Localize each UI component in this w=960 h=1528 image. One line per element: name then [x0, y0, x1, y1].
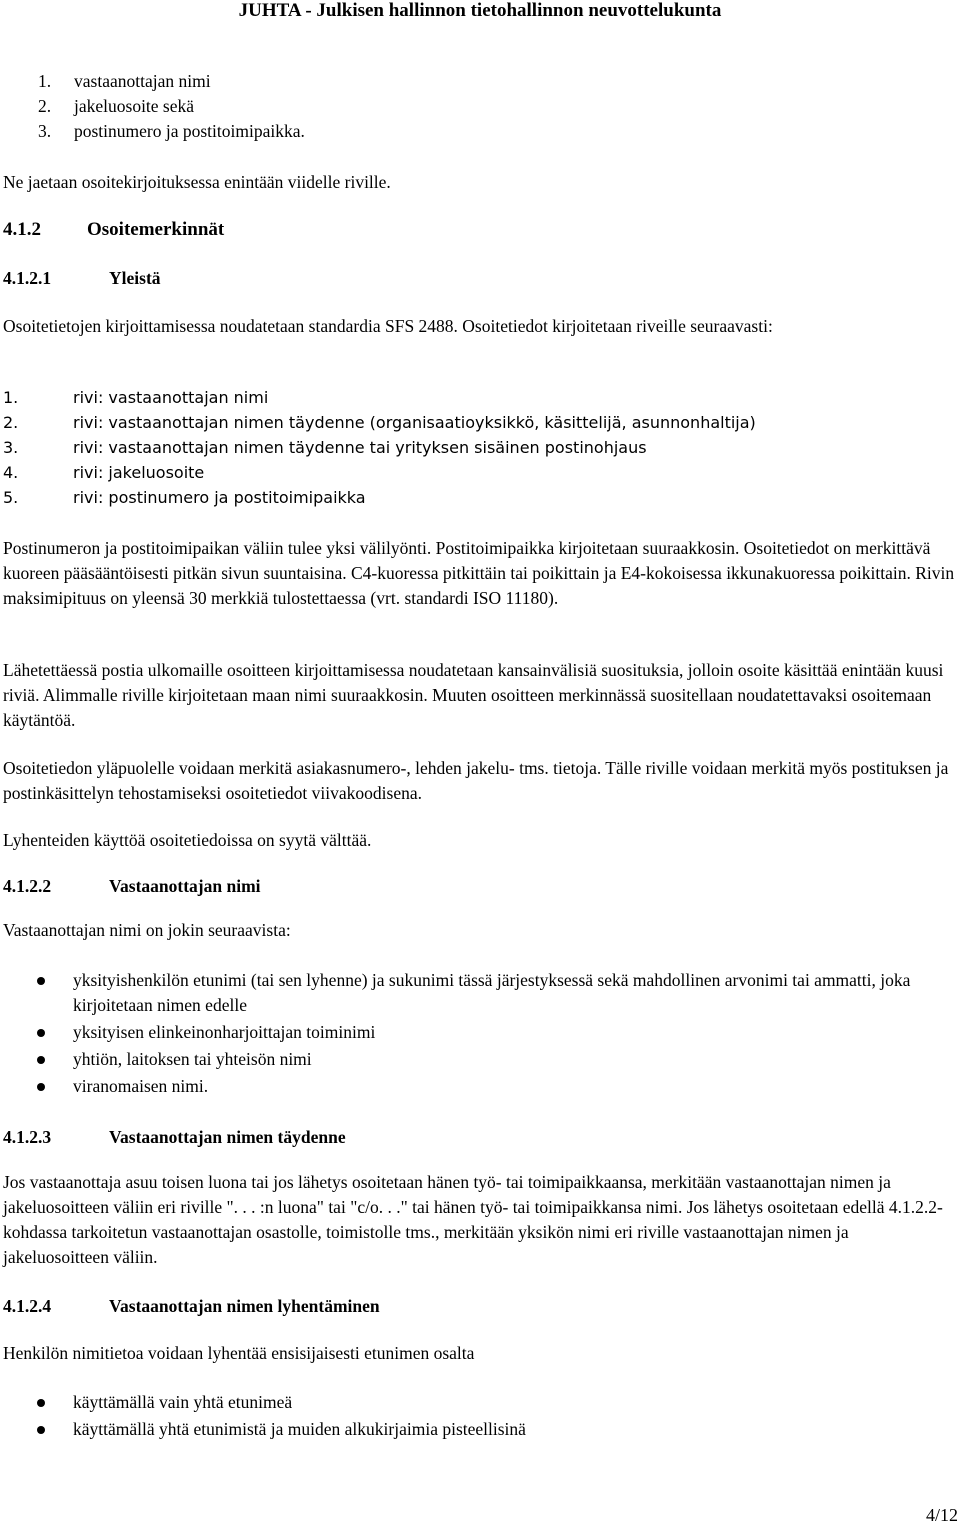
page-header-title: JUHTA - Julkisen hallinnon tietohallinnon neuvottelukunta: [238, 0, 722, 21]
bullet-dot-icon: [37, 1029, 45, 1037]
list-item: 2. rivi: vastaanottajan nimen täydenne (organisaatioyksikkö, käsittelijä, asunnonhaltija): [3, 413, 756, 432]
paragraph: Henkilön nimitietoa voidaan lyhentää ensisijaisesti etunimen osalta: [3, 1343, 475, 1363]
bullet-dot-icon: [37, 1426, 45, 1434]
paragraph: Jos vastaanottaja asuu toisen luona tai jos lähetys osoitetaan hänen työ- tai toimipaikkaansa, merkitään vastaanottajan nimen ja jakeluosoitteen väliin eri riville ". . . :n luona" tai "c/o. . ." tai hänen työ- tai toimipaikkansa nimi. Jos lähetys osoitetaan edellä 4.1.2.2-kohdassa tarkoitetun vastaanottajan osastolle, toimistolle tms., merkitään yksikön nimi eri riville vastaanottajan nimen ja jakeluosoitteen väliin.: [3, 1172, 943, 1267]
bullet-item: käyttämällä vain yhtä etunimeä: [73, 1390, 953, 1415]
list-item: 4. rivi: jakeluosoite: [3, 463, 205, 482]
list-item: 3. rivi: vastaanottajan nimen täydenne tai yrityksen sisäinen postinohjaus: [3, 438, 647, 457]
page-number: 4/12: [925, 1505, 958, 1525]
bullet-item: viranomaisen nimi.: [73, 1074, 953, 1099]
bullet-item: yksityisen elinkeinonharjoittajan toiminimi: [73, 1020, 953, 1045]
section-heading-4-1-2-1: 4.1.2.1 Yleistä: [3, 268, 161, 288]
bullet-item: yhtiön, laitoksen tai yhteisön nimi: [73, 1047, 953, 1072]
section-heading-4-1-2-4: 4.1.2.4 Vastaanottajan nimen lyhentäminen: [3, 1296, 380, 1316]
section-heading-4-1-2-3: 4.1.2.3 Vastaanottajan nimen täydenne: [3, 1127, 346, 1147]
bullet-item: käyttämällä yhtä etunimistä ja muiden alkukirjaimia pisteellisinä: [73, 1417, 953, 1442]
paragraph: Ne jaetaan osoitekirjoituksessa enintään viidelle riville.: [3, 172, 391, 192]
section-heading-4-1-2: 4.1.2 Osoitemerkinnät: [3, 219, 225, 240]
bullet-item: yksityishenkilön etunimi (tai sen lyhenne) ja sukunimi tässä järjestyksessä sekä mahdollinen arvonimi tai ammatti, joka kirjoitetaan nimen edelle: [73, 968, 953, 1018]
paragraph: Osoitetietojen kirjoittamisessa noudatetaan standardia SFS 2488. Osoitetiedot kirjoitetaan riveille seuraavasti:: [3, 316, 773, 336]
list-item: 2. jakeluosoite sekä: [38, 96, 195, 116]
bullet-dot-icon: [37, 977, 45, 985]
paragraph: Lyhenteiden käyttöä osoitetiedoissa on syytä välttää.: [3, 830, 372, 850]
bullet-dot-icon: [37, 1399, 45, 1407]
list-item: 5. rivi: postinumero ja postitoimipaikka: [3, 488, 366, 507]
bullet-dot-icon: [37, 1056, 45, 1064]
list-item: 1. rivi: vastaanottajan nimi: [3, 388, 269, 407]
paragraph: Vastaanottajan nimi on jokin seuraavista:: [3, 920, 291, 940]
list-item: 1. vastaanottajan nimi: [38, 71, 211, 91]
list-item: 3. postinumero ja postitoimipaikka.: [38, 121, 305, 141]
paragraph: Osoitetiedon yläpuolelle voidaan merkitä asiakasnumero-, lehden jakelu- tms. tietoja. Tälle riville voidaan merkitä myös postituksen ja postinkäsittelyn tehostamiseksi osoitetiedot viivakoodisena.: [3, 758, 949, 803]
bullet-dot-icon: [37, 1083, 45, 1091]
paragraph: Lähetettäessä postia ulkomaille osoitteen kirjoittamisessa noudatetaan kansainvälisiä suosituksia, jolloin osoite käsittää enintään kuusi riviä. Alimmalle riville kirjoitetaan maan nimi suuraakkosin. Muuten osoitteen merkinnässä suositellaan noudatettavaksi osoitemaan käytäntöä.: [3, 660, 944, 730]
section-heading-4-1-2-2: 4.1.2.2 Vastaanottajan nimi: [3, 876, 261, 896]
paragraph: Postinumeron ja postitoimipaikan väliin tulee yksi välilyönti. Postitoimipaikka kirjoitetaan suuraakkosin. Osoitetiedot on merkittävä kuoreen pääsääntöisesti pitkän sivun suuntaisina. C4-kuoressa pitkittäin tai poikittain ja E4-kokoisessa ikkunakuoressa poikittain. Rivin maksimipituus on yleensä 30 merkkiä tulostettaessa (vrt. standardi ISO 11180).: [3, 538, 955, 608]
